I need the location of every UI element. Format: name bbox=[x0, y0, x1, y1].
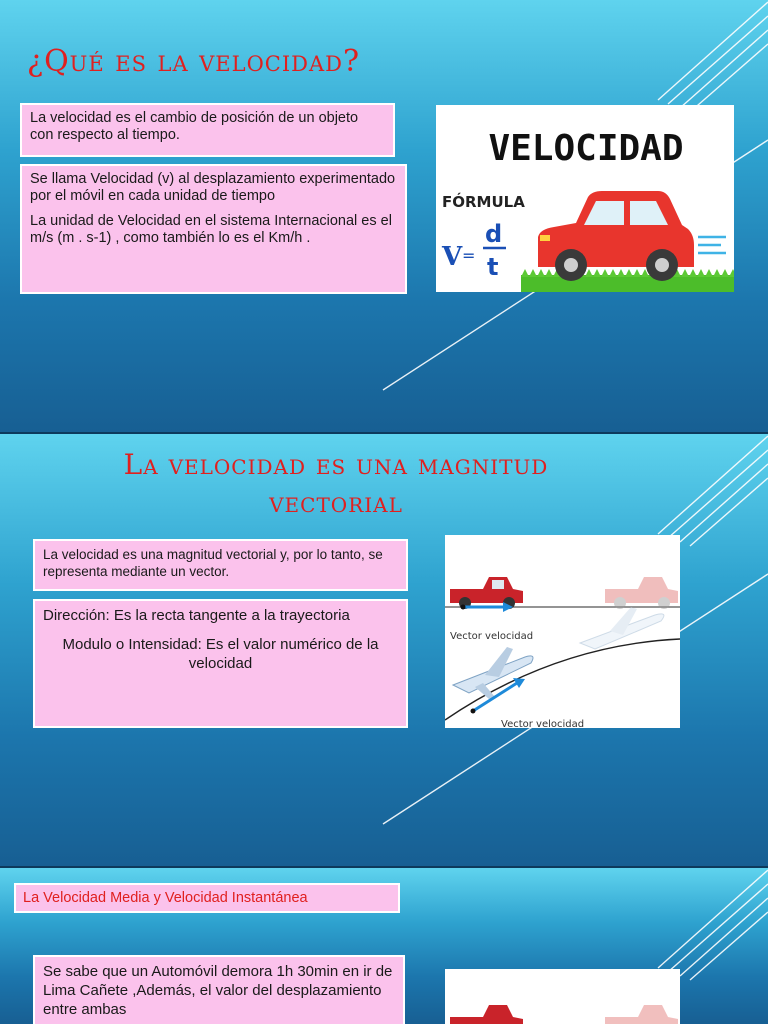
definition-box bbox=[20, 103, 395, 157]
velocity-info-text-1: Se llama Velocidad (v) al desplazamiento experimentado por el móvil en cada unidad de tiempo bbox=[30, 171, 396, 204]
vector-properties-box bbox=[33, 599, 408, 728]
faded-truck-icon bbox=[605, 577, 678, 609]
slide-1 bbox=[0, 0, 768, 432]
velocity-info-box bbox=[20, 164, 407, 294]
image-heading: VELOCIDAD bbox=[488, 128, 684, 169]
section-title-box bbox=[14, 883, 400, 913]
slide-title-line-1: La velocidad es una magnitud bbox=[123, 448, 549, 481]
formula-label: FÓRMULA bbox=[442, 193, 525, 211]
vector-velocity-image bbox=[445, 535, 680, 728]
slide-3 bbox=[0, 868, 768, 1024]
section-title: La Velocidad Media y Velocidad Instantánea bbox=[23, 890, 308, 906]
formula-equals: = bbox=[462, 246, 476, 265]
grass-icon bbox=[521, 269, 734, 292]
slide-title bbox=[0, 446, 672, 522]
vector-illustration bbox=[445, 535, 680, 728]
formula-v: V bbox=[442, 242, 463, 272]
problem-box bbox=[33, 955, 405, 1024]
slide-title-line-2: vectorial bbox=[269, 486, 403, 519]
slide-title: ¿Qué es la velocidad? bbox=[27, 44, 361, 79]
vector-definition-box bbox=[33, 539, 408, 591]
cars-illustration bbox=[445, 969, 680, 1024]
problem-text: Se sabe que un Automóvil demora 1h 30min en ir de Lima Cañete ,Además, el valor del desplazamiento entre ambas bbox=[43, 963, 393, 1018]
formula-d: d bbox=[485, 220, 503, 248]
velocity-formula-image bbox=[436, 105, 734, 292]
speed-lines-icon bbox=[698, 237, 726, 253]
faded-truck-icon bbox=[605, 1005, 678, 1024]
faded-airplane-icon bbox=[580, 607, 664, 649]
formula-t: t bbox=[487, 253, 499, 281]
formula-illustration bbox=[436, 105, 734, 292]
vector-definition-text: La velocidad es una magnitud vectorial y, por lo tanto, se representa mediante un vector. bbox=[43, 547, 383, 579]
red-truck-icon bbox=[450, 1005, 523, 1024]
red-truck-icon bbox=[450, 577, 523, 609]
vector-label-2: Vector velocidad bbox=[501, 719, 585, 728]
modulus-text: Modulo o Intensidad: Es el valor numérico de la velocidad bbox=[62, 636, 379, 672]
definition-text: La velocidad es el cambio de posición de un objeto con respecto al tiempo. bbox=[30, 110, 359, 143]
red-car-icon bbox=[538, 191, 694, 281]
velocity-info-text-2: La unidad de Velocidad en el sistema Internacional es el m/s (m . s-1) , como también lo es el Km/h . bbox=[30, 213, 392, 246]
vector-label-1: Vector velocidad bbox=[450, 631, 534, 642]
cars-image bbox=[445, 969, 680, 1024]
direction-text: Dirección: Es la recta tangente a la trayectoria bbox=[43, 607, 350, 624]
slide-2 bbox=[0, 434, 768, 866]
